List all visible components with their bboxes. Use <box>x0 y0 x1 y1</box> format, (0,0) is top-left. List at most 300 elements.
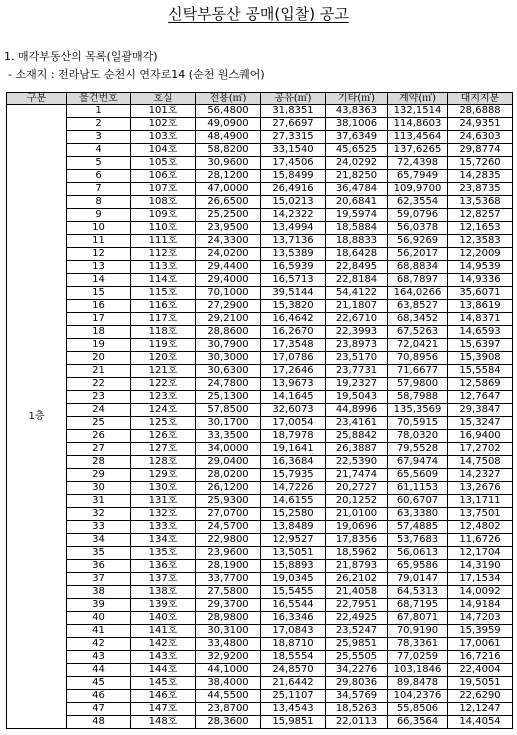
table-row <box>7 456 513 469</box>
contract-area-cell: 68,8834 <box>388 261 448 274</box>
common-area-cell: 33,1540 <box>261 144 326 157</box>
item-number-cell: 39 <box>67 599 131 612</box>
table-body <box>7 105 513 729</box>
other-area-cell: 21,7474 <box>326 469 388 482</box>
common-area-cell: 18,8710 <box>261 638 326 651</box>
common-area-cell: 13,4994 <box>261 222 326 235</box>
common-area-cell: 31,8351 <box>261 105 326 118</box>
exclusive-area-cell: 28,1200 <box>196 170 261 183</box>
table-row <box>7 352 513 365</box>
other-area-cell: 29,8036 <box>326 677 388 690</box>
item-number-cell: 3 <box>67 131 131 144</box>
item-number-cell: 25 <box>67 417 131 430</box>
table-row <box>7 365 513 378</box>
exclusive-area-cell: 27,5800 <box>196 586 261 599</box>
item-number-cell: 41 <box>67 625 131 638</box>
other-area-cell: 20,2727 <box>326 482 388 495</box>
table-row <box>7 703 513 716</box>
exclusive-area-cell: 29,0400 <box>196 456 261 469</box>
table-row <box>7 638 513 651</box>
other-area-cell: 18,6428 <box>326 248 388 261</box>
other-area-cell: 22,5390 <box>326 456 388 469</box>
item-number-cell: 30 <box>67 482 131 495</box>
table-row <box>7 651 513 664</box>
table-row <box>7 560 513 573</box>
unit-cell: 146호 <box>131 690 196 703</box>
contract-area-cell: 59,0796 <box>388 209 448 222</box>
contract-area-cell: 104,2376 <box>388 690 448 703</box>
common-area-cell: 17,2646 <box>261 365 326 378</box>
item-number-cell: 48 <box>67 716 131 729</box>
land-share-cell: 14,7203 <box>448 612 513 625</box>
item-number-cell: 44 <box>67 664 131 677</box>
land-share-cell: 13,8619 <box>448 300 513 313</box>
header-item-number: 물건번호 <box>67 93 131 105</box>
other-area-cell: 21,1807 <box>326 300 388 313</box>
other-area-cell: 18,8833 <box>326 235 388 248</box>
land-share-cell: 15,3908 <box>448 352 513 365</box>
other-area-cell: 23,7731 <box>326 365 388 378</box>
unit-cell: 110호 <box>131 222 196 235</box>
table-row <box>7 521 513 534</box>
item-number-cell: 8 <box>67 196 131 209</box>
common-area-cell: 13,9673 <box>261 378 326 391</box>
land-share-cell: 14,4054 <box>448 716 513 729</box>
table-row <box>7 469 513 482</box>
exclusive-area-cell: 28,3600 <box>196 716 261 729</box>
contract-area-cell: 135,3569 <box>388 404 448 417</box>
table-row <box>7 235 513 248</box>
land-share-cell: 15,5584 <box>448 365 513 378</box>
common-area-cell: 27,6697 <box>261 118 326 131</box>
header-land-share: 대지지분 <box>448 93 513 105</box>
exclusive-area-cell: 28,0200 <box>196 469 261 482</box>
contract-area-cell: 78,3361 <box>388 638 448 651</box>
other-area-cell: 43,8363 <box>326 105 388 118</box>
common-area-cell: 26,4916 <box>261 183 326 196</box>
other-area-cell: 23,4161 <box>326 417 388 430</box>
other-area-cell: 17,8356 <box>326 534 388 547</box>
common-area-cell: 14,7226 <box>261 482 326 495</box>
land-share-cell: 15,6397 <box>448 339 513 352</box>
land-share-cell: 13,7501 <box>448 508 513 521</box>
common-area-cell: 14,6155 <box>261 495 326 508</box>
other-area-cell: 26,3887 <box>326 443 388 456</box>
land-share-cell: 13,5368 <box>448 196 513 209</box>
item-number-cell: 38 <box>67 586 131 599</box>
table-row <box>7 482 513 495</box>
exclusive-area-cell: 28,1900 <box>196 560 261 573</box>
unit-cell: 136호 <box>131 560 196 573</box>
section-heading: 1. 매각부동산의 목록(일괄매각) <box>4 50 158 63</box>
table-row <box>7 339 513 352</box>
other-area-cell: 20,6841 <box>326 196 388 209</box>
contract-area-cell: 79,0147 <box>388 573 448 586</box>
exclusive-area-cell: 25,9300 <box>196 495 261 508</box>
item-number-cell: 43 <box>67 651 131 664</box>
item-number-cell: 24 <box>67 404 131 417</box>
common-area-cell: 16,4642 <box>261 313 326 326</box>
land-share-cell: 14,0092 <box>448 586 513 599</box>
contract-area-cell: 68,7195 <box>388 599 448 612</box>
item-number-cell: 18 <box>67 326 131 339</box>
common-area-cell: 12,9527 <box>261 534 326 547</box>
common-area-cell: 13,8489 <box>261 521 326 534</box>
exclusive-area-cell: 24,7800 <box>196 378 261 391</box>
contract-area-cell: 89,8478 <box>388 677 448 690</box>
table-row <box>7 261 513 274</box>
other-area-cell: 22,3993 <box>326 326 388 339</box>
item-number-cell: 16 <box>67 300 131 313</box>
table-row <box>7 534 513 547</box>
exclusive-area-cell: 24,5700 <box>196 521 261 534</box>
land-share-cell: 29,3847 <box>448 404 513 417</box>
unit-cell: 104호 <box>131 144 196 157</box>
unit-cell: 127호 <box>131 443 196 456</box>
exclusive-area-cell: 24,3300 <box>196 235 261 248</box>
unit-cell: 126호 <box>131 430 196 443</box>
exclusive-area-cell: 28,9800 <box>196 612 261 625</box>
contract-area-cell: 57,4885 <box>388 521 448 534</box>
common-area-cell: 25,1107 <box>261 690 326 703</box>
header-unit: 호실 <box>131 93 196 105</box>
contract-area-cell: 53,7683 <box>388 534 448 547</box>
other-area-cell: 25,9851 <box>326 638 388 651</box>
unit-cell: 138호 <box>131 586 196 599</box>
exclusive-area-cell: 44,1000 <box>196 664 261 677</box>
exclusive-area-cell: 24,0200 <box>196 248 261 261</box>
contract-area-cell: 67,8071 <box>388 612 448 625</box>
item-number-cell: 1 <box>67 105 131 118</box>
exclusive-area-cell: 27,2900 <box>196 300 261 313</box>
item-number-cell: 17 <box>67 313 131 326</box>
contract-area-cell: 58,7988 <box>388 391 448 404</box>
table-row <box>7 300 513 313</box>
contract-area-cell: 78,0320 <box>388 430 448 443</box>
land-share-cell: 19,5051 <box>448 677 513 690</box>
common-area-cell: 15,7935 <box>261 469 326 482</box>
item-number-cell: 45 <box>67 677 131 690</box>
common-area-cell: 16,5713 <box>261 274 326 287</box>
item-number-cell: 35 <box>67 547 131 560</box>
unit-cell: 113호 <box>131 261 196 274</box>
exclusive-area-cell: 25,1300 <box>196 391 261 404</box>
other-area-cell: 23,5247 <box>326 625 388 638</box>
table-row <box>7 287 513 300</box>
table-row <box>7 222 513 235</box>
item-number-cell: 9 <box>67 209 131 222</box>
land-share-cell: 22,4004 <box>448 664 513 677</box>
table-row <box>7 716 513 729</box>
land-share-cell: 23,8735 <box>448 183 513 196</box>
unit-cell: 118호 <box>131 326 196 339</box>
land-share-cell: 14,6593 <box>448 326 513 339</box>
common-area-cell: 17,4506 <box>261 157 326 170</box>
unit-cell: 120호 <box>131 352 196 365</box>
item-number-cell: 34 <box>67 534 131 547</box>
contract-area-cell: 67,5263 <box>388 326 448 339</box>
contract-area-cell: 71,6677 <box>388 365 448 378</box>
land-share-cell: 14,7508 <box>448 456 513 469</box>
item-number-cell: 32 <box>67 508 131 521</box>
common-area-cell: 14,1645 <box>261 391 326 404</box>
contract-area-cell: 66,3564 <box>388 716 448 729</box>
unit-cell: 130호 <box>131 482 196 495</box>
other-area-cell: 38,1006 <box>326 118 388 131</box>
common-area-cell: 16,2670 <box>261 326 326 339</box>
land-share-cell: 24,9351 <box>448 118 513 131</box>
table-row <box>7 690 513 703</box>
item-number-cell: 42 <box>67 638 131 651</box>
common-area-cell: 32,6073 <box>261 404 326 417</box>
unit-cell: 147호 <box>131 703 196 716</box>
common-area-cell: 13,7136 <box>261 235 326 248</box>
other-area-cell: 22,8495 <box>326 261 388 274</box>
item-number-cell: 7 <box>67 183 131 196</box>
unit-cell: 142호 <box>131 638 196 651</box>
exclusive-area-cell: 25,2500 <box>196 209 261 222</box>
land-share-cell: 16,7216 <box>448 651 513 664</box>
table-row <box>7 378 513 391</box>
exclusive-area-cell: 33,4800 <box>196 638 261 651</box>
table-row <box>7 625 513 638</box>
land-share-cell: 22,6290 <box>448 690 513 703</box>
contract-area-cell: 56,9269 <box>388 235 448 248</box>
common-area-cell: 16,5544 <box>261 599 326 612</box>
common-area-cell: 21,6442 <box>261 677 326 690</box>
unit-cell: 101호 <box>131 105 196 118</box>
common-area-cell: 14,2322 <box>261 209 326 222</box>
exclusive-area-cell: 30,1700 <box>196 417 261 430</box>
item-number-cell: 22 <box>67 378 131 391</box>
exclusive-area-cell: 23,9500 <box>196 222 261 235</box>
item-number-cell: 12 <box>67 248 131 261</box>
exclusive-area-cell: 29,2100 <box>196 313 261 326</box>
land-share-cell: 17,2702 <box>448 443 513 456</box>
item-number-cell: 20 <box>67 352 131 365</box>
item-number-cell: 26 <box>67 430 131 443</box>
table-row <box>7 274 513 287</box>
unit-cell: 116호 <box>131 300 196 313</box>
contract-area-cell: 63,3380 <box>388 508 448 521</box>
item-number-cell: 6 <box>67 170 131 183</box>
table-row <box>7 170 513 183</box>
other-area-cell: 54,4122 <box>326 287 388 300</box>
unit-cell: 115호 <box>131 287 196 300</box>
contract-area-cell: 79,5528 <box>388 443 448 456</box>
unit-cell: 128호 <box>131 456 196 469</box>
location-text: - 소재지 : 전라남도 순천시 연자로14 (순천 원스퀘어) <box>8 68 265 81</box>
unit-cell: 114호 <box>131 274 196 287</box>
item-number-cell: 33 <box>67 521 131 534</box>
exclusive-area-cell: 32,9200 <box>196 651 261 664</box>
table-row <box>7 118 513 131</box>
other-area-cell: 45,6525 <box>326 144 388 157</box>
unit-cell: 125호 <box>131 417 196 430</box>
table-row <box>7 313 513 326</box>
land-share-cell: 12,5869 <box>448 378 513 391</box>
other-area-cell: 22,4925 <box>326 612 388 625</box>
unit-cell: 119호 <box>131 339 196 352</box>
unit-cell: 117호 <box>131 313 196 326</box>
header-other-area: 기타(㎡) <box>326 93 388 105</box>
other-area-cell: 18,5884 <box>326 222 388 235</box>
other-area-cell: 22,0113 <box>326 716 388 729</box>
unit-cell: 129호 <box>131 469 196 482</box>
common-area-cell: 15,0213 <box>261 196 326 209</box>
item-number-cell: 10 <box>67 222 131 235</box>
other-area-cell: 23,8973 <box>326 339 388 352</box>
item-number-cell: 28 <box>67 456 131 469</box>
item-number-cell: 2 <box>67 118 131 131</box>
contract-area-cell: 77,0259 <box>388 651 448 664</box>
unit-cell: 140호 <box>131 612 196 625</box>
table-row <box>7 430 513 443</box>
table-row <box>7 183 513 196</box>
page-title: 신탁부동산 공매(입찰) 공고 <box>168 5 349 23</box>
land-share-cell: 14,9539 <box>448 261 513 274</box>
contract-area-cell: 56,0378 <box>388 222 448 235</box>
contract-area-cell: 60,6707 <box>388 495 448 508</box>
other-area-cell: 22,8184 <box>326 274 388 287</box>
contract-area-cell: 57,9800 <box>388 378 448 391</box>
item-number-cell: 13 <box>67 261 131 274</box>
exclusive-area-cell: 38,4000 <box>196 677 261 690</box>
item-number-cell: 19 <box>67 339 131 352</box>
item-number-cell: 29 <box>67 469 131 482</box>
contract-area-cell: 64,5313 <box>388 586 448 599</box>
table-row <box>7 391 513 404</box>
contract-area-cell: 70,8956 <box>388 352 448 365</box>
table-row <box>7 599 513 612</box>
common-area-cell: 15,2580 <box>261 508 326 521</box>
exclusive-area-cell: 29,4400 <box>196 261 261 274</box>
unit-cell: 105호 <box>131 157 196 170</box>
item-number-cell: 27 <box>67 443 131 456</box>
item-number-cell: 23 <box>67 391 131 404</box>
table-row <box>7 664 513 677</box>
table-header-row <box>7 93 513 105</box>
item-number-cell: 14 <box>67 274 131 287</box>
other-area-cell: 36,4784 <box>326 183 388 196</box>
land-share-cell: 14,9336 <box>448 274 513 287</box>
table-row <box>7 573 513 586</box>
table-row <box>7 612 513 625</box>
other-area-cell: 20,1252 <box>326 495 388 508</box>
other-area-cell: 21,8250 <box>326 170 388 183</box>
exclusive-area-cell: 44,5500 <box>196 690 261 703</box>
table-row <box>7 131 513 144</box>
common-area-cell: 18,5554 <box>261 651 326 664</box>
table-row <box>7 209 513 222</box>
exclusive-area-cell: 30,6300 <box>196 365 261 378</box>
unit-cell: 148호 <box>131 716 196 729</box>
table-row <box>7 105 513 118</box>
contract-area-cell: 65,7949 <box>388 170 448 183</box>
exclusive-area-cell: 34,0000 <box>196 443 261 456</box>
land-share-cell: 12,8257 <box>448 209 513 222</box>
other-area-cell: 34,2276 <box>326 664 388 677</box>
land-share-cell: 14,9184 <box>448 599 513 612</box>
land-share-cell: 24,6303 <box>448 131 513 144</box>
table-row <box>7 495 513 508</box>
unit-cell: 123호 <box>131 391 196 404</box>
header-division: 구분 <box>7 93 67 105</box>
contract-area-cell: 132,1514 <box>388 105 448 118</box>
common-area-cell: 16,3346 <box>261 612 326 625</box>
land-share-cell: 29,8774 <box>448 144 513 157</box>
common-area-cell: 13,5051 <box>261 547 326 560</box>
exclusive-area-cell: 58,8200 <box>196 144 261 157</box>
land-share-cell: 15,3247 <box>448 417 513 430</box>
contract-area-cell: 103,1846 <box>388 664 448 677</box>
exclusive-area-cell: 30,3000 <box>196 352 261 365</box>
table-row <box>7 326 513 339</box>
exclusive-area-cell: 49,0900 <box>196 118 261 131</box>
contract-area-cell: 68,7897 <box>388 274 448 287</box>
table-row <box>7 248 513 261</box>
exclusive-area-cell: 22,9800 <box>196 534 261 547</box>
other-area-cell: 18,5263 <box>326 703 388 716</box>
contract-area-cell: 164,0266 <box>388 287 448 300</box>
exclusive-area-cell: 29,3700 <box>196 599 261 612</box>
contract-area-cell: 65,9586 <box>388 560 448 573</box>
land-share-cell: 12,1704 <box>448 547 513 560</box>
land-share-cell: 12,3583 <box>448 235 513 248</box>
floor-cell: 1층 <box>7 105 67 729</box>
land-share-cell: 14,2327 <box>448 469 513 482</box>
exclusive-area-cell: 29,4000 <box>196 274 261 287</box>
common-area-cell: 27,3315 <box>261 131 326 144</box>
contract-area-cell: 113,4564 <box>388 131 448 144</box>
other-area-cell: 21,4058 <box>326 586 388 599</box>
item-number-cell: 36 <box>67 560 131 573</box>
unit-cell: 103호 <box>131 131 196 144</box>
item-number-cell: 5 <box>67 157 131 170</box>
land-share-cell: 11,6726 <box>448 534 513 547</box>
item-number-cell: 15 <box>67 287 131 300</box>
unit-cell: 143호 <box>131 651 196 664</box>
unit-cell: 135호 <box>131 547 196 560</box>
common-area-cell: 15,3820 <box>261 300 326 313</box>
exclusive-area-cell: 70,1000 <box>196 287 261 300</box>
unit-cell: 144호 <box>131 664 196 677</box>
property-table <box>6 92 513 729</box>
unit-cell: 107호 <box>131 183 196 196</box>
contract-area-cell: 63,8527 <box>388 300 448 313</box>
common-area-cell: 15,8893 <box>261 560 326 573</box>
item-number-cell: 47 <box>67 703 131 716</box>
table-row <box>7 196 513 209</box>
table-row <box>7 443 513 456</box>
exclusive-area-cell: 28,8600 <box>196 326 261 339</box>
exclusive-area-cell: 30,3100 <box>196 625 261 638</box>
other-area-cell: 25,5505 <box>326 651 388 664</box>
other-area-cell: 37,6349 <box>326 131 388 144</box>
common-area-cell: 16,3684 <box>261 456 326 469</box>
exclusive-area-cell: 23,8700 <box>196 703 261 716</box>
unit-cell: 112호 <box>131 248 196 261</box>
common-area-cell: 16,5939 <box>261 261 326 274</box>
land-share-cell: 13,2676 <box>448 482 513 495</box>
common-area-cell: 19,0345 <box>261 573 326 586</box>
land-share-cell: 14,2835 <box>448 170 513 183</box>
other-area-cell: 26,2102 <box>326 573 388 586</box>
exclusive-area-cell: 30,7900 <box>196 339 261 352</box>
unit-cell: 134호 <box>131 534 196 547</box>
table-row <box>7 404 513 417</box>
unit-cell: 122호 <box>131 378 196 391</box>
